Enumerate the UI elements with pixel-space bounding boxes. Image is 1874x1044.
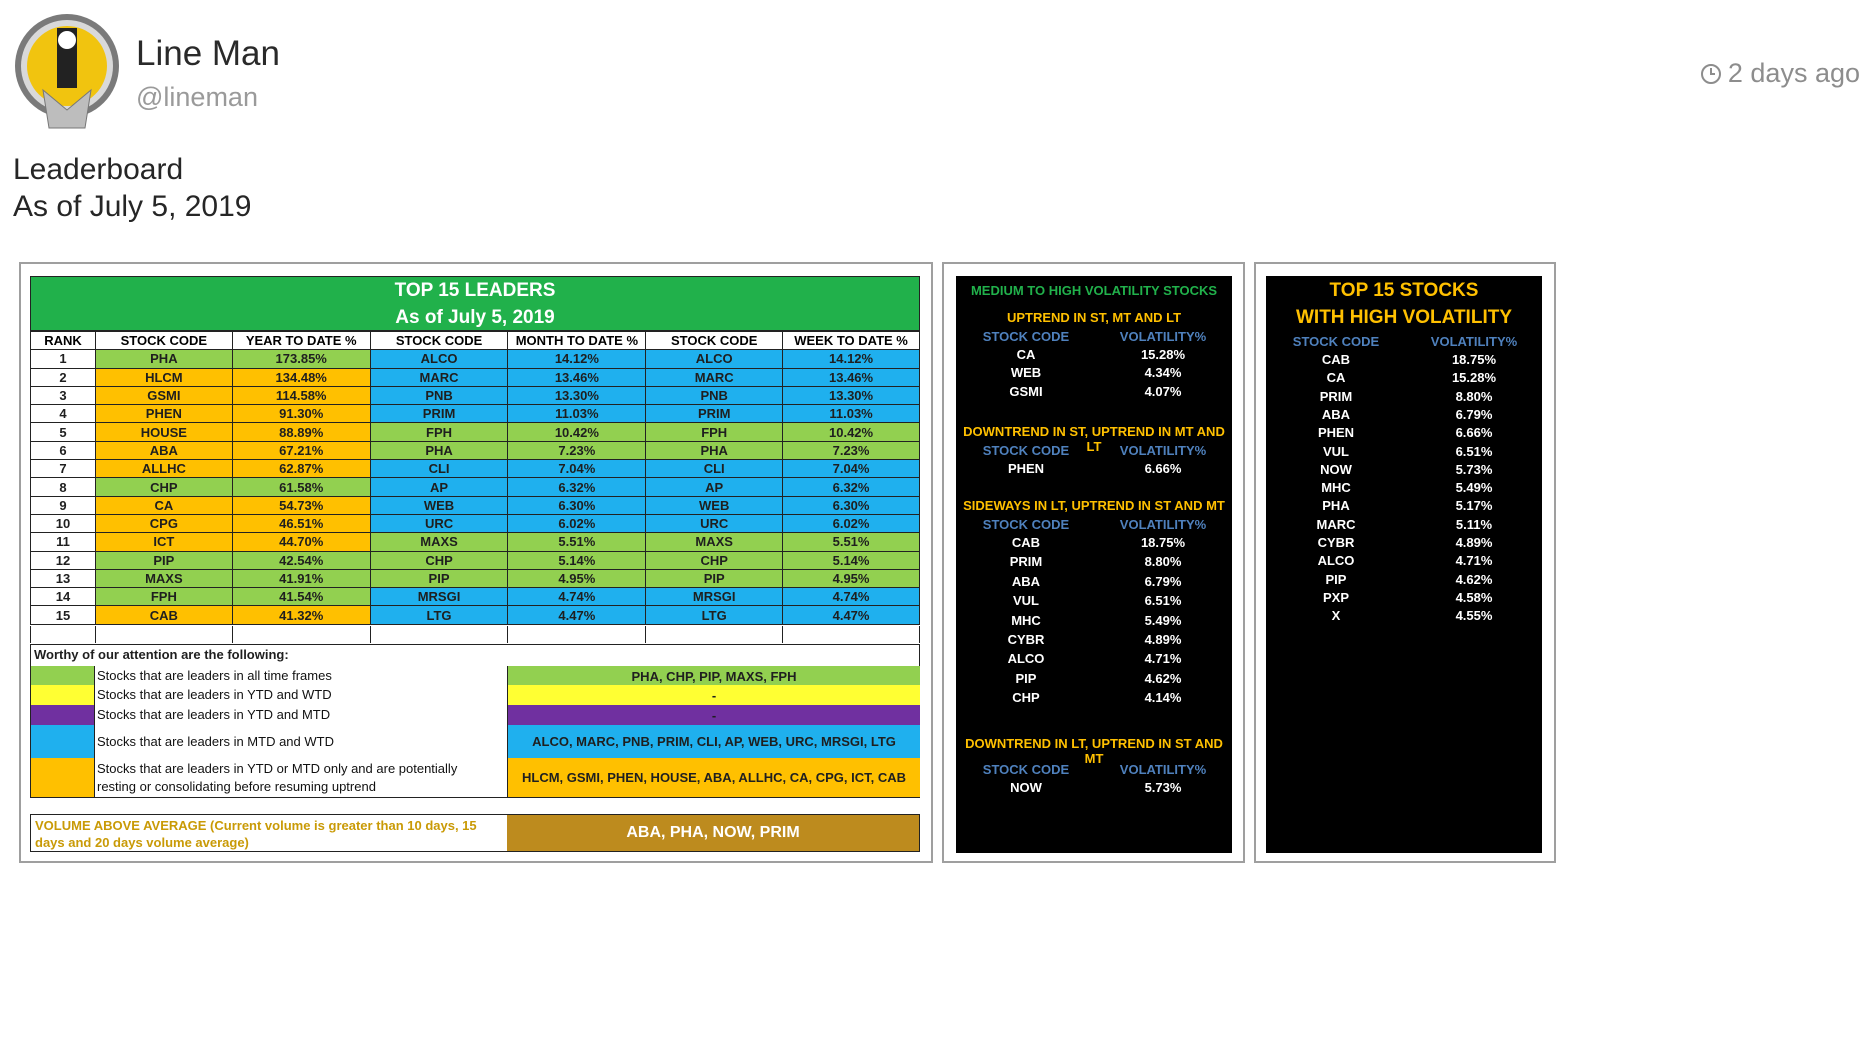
wtd-code-cell: PIP — [646, 569, 783, 587]
volatility-col-vol: VOLATILITY% — [1119, 329, 1207, 344]
volatility-col-code: STOCK CODE — [982, 329, 1070, 344]
volume-value: ABA, PHA, NOW, PRIM — [507, 815, 919, 851]
volatility-value: 18.75% — [1140, 535, 1186, 550]
mtd-code-cell: MRSGI — [370, 588, 508, 606]
post-text-line2: As of July 5, 2019 — [13, 190, 252, 223]
top15-stock-code: PIP — [1325, 571, 1347, 587]
top15-stock-code: PHA — [1322, 498, 1350, 514]
volatility-group-heading: DOWNTREND IN LT, UPTREND IN ST AND MT — [965, 736, 1223, 766]
header-ytd-code: STOCK CODE — [95, 332, 232, 350]
volatility-stock-code: NOW — [1010, 780, 1042, 795]
volatility-value: 15.28% — [1140, 347, 1186, 362]
leaders-spacer-row — [30, 626, 920, 643]
clock-icon — [1700, 63, 1722, 85]
ytd-value-cell: 62.87% — [232, 460, 370, 478]
top15-volatility: 8.80% — [1455, 388, 1493, 404]
top15-volatility: 5.73% — [1455, 461, 1493, 477]
leaders-row — [31, 350, 920, 368]
volatility-value: 5.49% — [1144, 612, 1182, 628]
leaders-row — [31, 423, 920, 441]
mtd-value-cell: 7.04% — [508, 460, 646, 478]
volatility-value: 4.89% — [1144, 632, 1182, 647]
ytd-code-cell: PIP — [95, 551, 232, 569]
leaders-title-line2: As of July 5, 2019 — [395, 307, 555, 328]
volatility-value: 4.34% — [1144, 365, 1182, 381]
rank-cell: 1 — [31, 350, 96, 368]
wtd-value-cell: 14.12% — [783, 350, 920, 368]
volatility-stock-code: PIP — [1015, 670, 1037, 686]
leaders-row — [31, 606, 920, 624]
rank-cell: 13 — [31, 569, 96, 587]
leaders-row — [31, 551, 920, 569]
mtd-code-cell: WEB — [370, 496, 508, 514]
leaders-row — [31, 569, 920, 587]
wtd-code-cell: PHA — [646, 441, 783, 459]
volatility-stock-code: CAB — [1011, 535, 1041, 550]
top15-volatility: 18.75% — [1451, 352, 1497, 367]
volatility-group-heading: DOWNTREND IN ST, UPTREND IN MT AND LT — [963, 424, 1225, 454]
legend-value: - — [507, 705, 920, 725]
mtd-code-cell: CHP — [370, 551, 508, 569]
volume-box — [30, 814, 920, 852]
wtd-code-cell: CHP — [646, 551, 783, 569]
spacer-cell — [370, 626, 508, 643]
wtd-code-cell: PNB — [646, 386, 783, 404]
mtd-code-cell: AP — [370, 478, 508, 496]
mtd-value-cell: 6.30% — [508, 496, 646, 514]
ytd-code-cell: HOUSE — [95, 423, 232, 441]
spacer-cell — [232, 626, 370, 643]
volatility-value: 4.14% — [1144, 690, 1182, 706]
volatility-col-code: STOCK CODE — [982, 762, 1070, 777]
leaders-row — [31, 478, 920, 496]
volatility-group-heading: UPTREND IN ST, MT AND LT — [1006, 310, 1182, 325]
rank-cell: 14 — [31, 588, 96, 606]
mtd-value-cell: 6.02% — [508, 514, 646, 532]
legend-text: Stocks that are leaders in YTD or MTD only and are potentially resting or consolidating before resuming uptrend — [97, 760, 458, 794]
leaders-row — [31, 368, 920, 386]
ytd-value-cell: 91.30% — [232, 405, 370, 423]
mtd-code-cell: MAXS — [370, 533, 508, 551]
top15-stock-code: VUL — [1323, 443, 1349, 459]
header-rank: RANK — [31, 332, 96, 350]
ytd-value-cell: 134.48% — [232, 368, 370, 386]
volatility-stock-code: PRIM — [1009, 554, 1043, 570]
mtd-value-cell: 14.12% — [508, 350, 646, 368]
wtd-value-cell: 7.23% — [783, 441, 920, 459]
top15-volatility: 15.28% — [1451, 370, 1497, 386]
post-timestamp — [1700, 58, 1860, 89]
legend-item — [31, 705, 919, 725]
top15-stock-code: MHC — [1321, 480, 1351, 496]
ytd-value-cell: 173.85% — [232, 350, 370, 368]
volatility-value: 6.51% — [1144, 593, 1182, 609]
volatility-col-code: STOCK CODE — [982, 443, 1070, 458]
ytd-code-cell: PHEN — [95, 405, 232, 423]
header-wtd: WEEK TO DATE % — [783, 332, 920, 350]
top15-stock-code: MARC — [1316, 516, 1356, 532]
mtd-value-cell: 5.51% — [508, 533, 646, 551]
mtd-code-cell: LTG — [370, 606, 508, 624]
wtd-value-cell: 4.74% — [783, 588, 920, 606]
header-wtd-code: STOCK CODE — [646, 332, 783, 350]
leaders-row — [31, 496, 920, 514]
wtd-value-cell: 6.30% — [783, 496, 920, 514]
wtd-value-cell: 11.03% — [783, 405, 920, 423]
legend-swatch — [31, 725, 95, 758]
ytd-code-cell: MAXS — [95, 569, 232, 587]
top15-col-code: STOCK CODE — [1292, 334, 1380, 349]
legend-swatch — [31, 758, 95, 797]
top15-panel — [1266, 276, 1542, 853]
top15-volatility: 5.11% — [1455, 516, 1493, 532]
top15-stock-code: CAB — [1321, 352, 1351, 367]
volume-label: VOLUME ABOVE AVERAGE (Current volume is greater than 10 days, 15 days and 20 days volume average) — [35, 818, 477, 850]
legend-swatch — [31, 705, 95, 725]
header-ytd: YEAR TO DATE % — [232, 332, 370, 350]
rank-cell: 5 — [31, 423, 96, 441]
author-name[interactable]: Line Man — [136, 34, 280, 73]
ytd-code-cell: PHA — [95, 350, 232, 368]
rank-cell: 3 — [31, 386, 96, 404]
mtd-value-cell: 6.32% — [508, 478, 646, 496]
volatility-stock-code: GSMI — [1009, 383, 1043, 399]
leaders-row — [31, 588, 920, 606]
ytd-code-cell: CAB — [95, 606, 232, 624]
leaders-table — [30, 331, 920, 625]
mtd-value-cell: 5.14% — [508, 551, 646, 569]
leaders-row — [31, 441, 920, 459]
top15-stock-code: PXP — [1322, 589, 1349, 605]
legend-item — [31, 758, 919, 797]
volatility-value: 4.07% — [1144, 383, 1182, 399]
legend-value: PHA, CHP, PIP, MAXS, FPH — [507, 666, 920, 686]
volatility-stock-code: MHC — [1011, 612, 1041, 628]
header-mtd: MONTH TO DATE % — [508, 332, 646, 350]
mtd-code-cell: CLI — [370, 460, 508, 478]
volatility-stock-code: WEB — [1010, 365, 1042, 381]
volatility-title: MEDIUM TO HIGH VOLATILITY STOCKS — [970, 283, 1218, 298]
wtd-code-cell: LTG — [646, 606, 783, 624]
ytd-value-cell: 42.54% — [232, 551, 370, 569]
wtd-code-cell: ALCO — [646, 350, 783, 368]
top15-volatility: 4.55% — [1455, 608, 1493, 624]
header-mtd-code: STOCK CODE — [370, 332, 508, 350]
ytd-code-cell: CPG — [95, 514, 232, 532]
ytd-value-cell: 61.58% — [232, 478, 370, 496]
volatility-col-vol: VOLATILITY% — [1119, 517, 1207, 532]
wtd-value-cell: 10.42% — [783, 423, 920, 441]
ytd-code-cell: ALLHC — [95, 460, 232, 478]
mtd-value-cell: 7.23% — [508, 441, 646, 459]
legend-item — [31, 685, 919, 705]
top15-col-vol: VOLATILITY% — [1430, 334, 1518, 349]
ytd-value-cell: 44.70% — [232, 533, 370, 551]
legend-text: Stocks that are leaders in MTD and WTD — [97, 733, 334, 749]
volatility-value: 8.80% — [1144, 554, 1182, 570]
mtd-value-cell: 13.30% — [508, 386, 646, 404]
mtd-code-cell: URC — [370, 514, 508, 532]
leaders-header-row — [31, 332, 920, 350]
rank-cell: 4 — [31, 405, 96, 423]
legend-swatch — [31, 666, 95, 686]
top15-stock-code: CYBR — [1317, 535, 1355, 550]
ytd-value-cell: 114.58% — [232, 386, 370, 404]
ytd-code-cell: HLCM — [95, 368, 232, 386]
top15-volatility: 4.58% — [1455, 589, 1493, 605]
rank-cell: 7 — [31, 460, 96, 478]
author-handle[interactable]: @lineman — [136, 82, 258, 112]
volatility-stock-code: CA — [1016, 347, 1036, 362]
rank-cell: 8 — [31, 478, 96, 496]
wtd-value-cell: 6.02% — [783, 514, 920, 532]
ytd-value-cell: 41.91% — [232, 569, 370, 587]
ytd-code-cell: FPH — [95, 588, 232, 606]
legend-value: ALCO, MARC, PNB, PRIM, CLI, AP, WEB, URC, MRSGI, LTG — [507, 725, 920, 758]
legend-title: Worthy of our attention are the following: — [34, 647, 289, 662]
volatility-col-vol: VOLATILITY% — [1119, 443, 1207, 458]
top15-volatility: 4.71% — [1455, 553, 1493, 569]
wtd-value-cell: 4.47% — [783, 606, 920, 624]
wtd-code-cell: MAXS — [646, 533, 783, 551]
legend-value: - — [507, 685, 920, 705]
mtd-value-cell: 4.47% — [508, 606, 646, 624]
wtd-code-cell: PRIM — [646, 405, 783, 423]
spacer-cell — [783, 626, 920, 643]
rank-cell: 6 — [31, 441, 96, 459]
leaders-row — [31, 386, 920, 404]
top15-stock-code: X — [1331, 608, 1341, 624]
ytd-code-cell: GSMI — [95, 386, 232, 404]
mtd-value-cell: 4.74% — [508, 588, 646, 606]
legend-value: HLCM, GSMI, PHEN, HOUSE, ABA, ALLHC, CA, CPG, ICT, CAB — [507, 758, 920, 797]
leaders-row — [31, 533, 920, 551]
volatility-stock-code: VUL — [1013, 593, 1039, 609]
ytd-value-cell: 41.54% — [232, 588, 370, 606]
wtd-value-cell: 13.46% — [783, 368, 920, 386]
rank-cell: 12 — [31, 551, 96, 569]
ytd-value-cell: 46.51% — [232, 514, 370, 532]
mtd-value-cell: 4.95% — [508, 569, 646, 587]
ytd-code-cell: CHP — [95, 478, 232, 496]
rank-cell: 15 — [31, 606, 96, 624]
mtd-value-cell: 11.03% — [508, 405, 646, 423]
wtd-code-cell: AP — [646, 478, 783, 496]
top15-stock-code: PHEN — [1317, 425, 1355, 441]
ytd-value-cell: 41.32% — [232, 606, 370, 624]
top15-stock-code: ABA — [1321, 406, 1351, 422]
spacer-cell — [95, 626, 232, 643]
top15-title-line2: WITH HIGH VOLATILITY — [1295, 307, 1512, 328]
top15-volatility: 5.17% — [1455, 498, 1493, 514]
mtd-value-cell: 10.42% — [508, 423, 646, 441]
wtd-value-cell: 4.95% — [783, 569, 920, 587]
wtd-value-cell: 5.14% — [783, 551, 920, 569]
wtd-value-cell: 6.32% — [783, 478, 920, 496]
legend-text: Stocks that are leaders in all time frames — [97, 668, 332, 683]
top15-stock-code: ALCO — [1317, 553, 1355, 569]
top15-stock-code: CA — [1326, 370, 1346, 386]
mtd-code-cell: MARC — [370, 368, 508, 386]
volatility-panel — [956, 276, 1232, 853]
ytd-code-cell: ABA — [95, 441, 232, 459]
rank-cell: 10 — [31, 514, 96, 532]
wtd-code-cell: CLI — [646, 460, 783, 478]
post-text-line1: Leaderboard — [13, 153, 184, 186]
avatar[interactable] — [13, 10, 121, 132]
spacer-cell — [31, 626, 96, 643]
top15-stock-code: NOW — [1320, 461, 1352, 477]
top15-volatility: 4.62% — [1455, 571, 1493, 587]
volatility-value: 5.73% — [1144, 780, 1182, 795]
volatility-stock-code: ABA — [1011, 573, 1041, 589]
mtd-code-cell: FPH — [370, 423, 508, 441]
wtd-value-cell: 5.51% — [783, 533, 920, 551]
volatility-stock-code: PHEN — [1007, 461, 1045, 476]
volatility-value: 4.71% — [1144, 651, 1182, 667]
volatility-stock-code: CYBR — [1007, 632, 1045, 647]
mtd-code-cell: PHA — [370, 441, 508, 459]
ytd-value-cell: 88.89% — [232, 423, 370, 441]
leaders-row — [31, 405, 920, 423]
wtd-value-cell: 7.04% — [783, 460, 920, 478]
leaders-row — [31, 514, 920, 532]
mtd-code-cell: PRIM — [370, 405, 508, 423]
volatility-value: 6.79% — [1144, 573, 1182, 589]
top15-volatility: 5.49% — [1455, 480, 1493, 496]
wtd-code-cell: WEB — [646, 496, 783, 514]
leaders-row — [31, 460, 920, 478]
legend-item — [31, 665, 919, 686]
legend-item — [31, 725, 919, 758]
wtd-value-cell: 13.30% — [783, 386, 920, 404]
legend-swatch — [31, 685, 95, 705]
volatility-value: 6.66% — [1144, 461, 1182, 476]
top15-title-line1: TOP 15 STOCKS — [1329, 280, 1479, 301]
mtd-code-cell: PNB — [370, 386, 508, 404]
top15-volatility: 6.66% — [1455, 425, 1493, 441]
leaders-title — [30, 276, 920, 331]
ytd-value-cell: 54.73% — [232, 496, 370, 514]
volatility-col-code: STOCK CODE — [982, 517, 1070, 532]
mtd-code-cell: ALCO — [370, 350, 508, 368]
rank-cell: 11 — [31, 533, 96, 551]
volatility-col-vol: VOLATILITY% — [1119, 762, 1207, 777]
ytd-code-cell: ICT — [95, 533, 232, 551]
volatility-stock-code: ALCO — [1007, 651, 1045, 667]
volatility-value: 4.62% — [1144, 670, 1182, 686]
wtd-code-cell: FPH — [646, 423, 783, 441]
volatility-group-heading: SIDEWAYS IN LT, UPTREND IN ST AND MT — [963, 498, 1225, 513]
wtd-code-cell: URC — [646, 514, 783, 532]
top15-volatility: 4.89% — [1455, 535, 1493, 550]
leaders-title-line1: TOP 15 LEADERS — [394, 280, 556, 301]
rank-cell: 2 — [31, 368, 96, 386]
ytd-value-cell: 67.21% — [232, 441, 370, 459]
mtd-code-cell: PIP — [370, 569, 508, 587]
wtd-code-cell: MRSGI — [646, 588, 783, 606]
legend-text: Stocks that are leaders in YTD and MTD — [97, 707, 331, 722]
top15-stock-code: PRIM — [1319, 388, 1353, 404]
spacer-cell — [508, 626, 646, 643]
wtd-code-cell: MARC — [646, 368, 783, 386]
top15-volatility: 6.51% — [1455, 443, 1493, 459]
rank-cell: 9 — [31, 496, 96, 514]
top15-volatility: 6.79% — [1455, 406, 1493, 422]
legend-box — [30, 644, 920, 798]
legend-text: Stocks that are leaders in YTD and WTD — [97, 687, 332, 702]
timestamp-text: 2 days ago — [1727, 58, 1860, 88]
mtd-value-cell: 13.46% — [508, 368, 646, 386]
spacer-cell — [646, 626, 783, 643]
volatility-stock-code: CHP — [1012, 690, 1040, 706]
ytd-code-cell: CA — [95, 496, 232, 514]
